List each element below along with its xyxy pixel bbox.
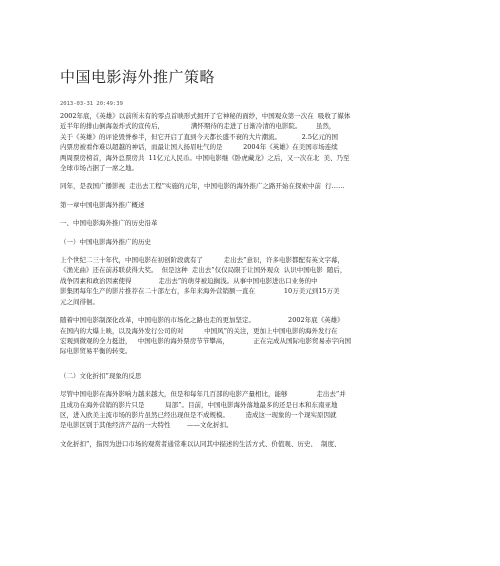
text-line: 且成功在海外营销的影片只是 局部”。目前，中国电影海外落地最多的还是日本和东南亚地 (60, 400, 338, 409)
heading-text: 一、中国电影海外推广的历史沿革 (60, 219, 158, 228)
heading-text: （二）文化折扣”现象的反思 (60, 371, 142, 380)
text-line: 宏观到微观的全力挺进， 中国电影的海外票房节节攀高， 正在完成从国际电影贸易赤字向国 (60, 336, 351, 345)
paragraph-6 (60, 439, 440, 449)
subsection-heading-2 (60, 371, 440, 381)
text-line: 内票房被看作难以超越的神话，而最让国人扬眉吐气的是 2004年《英雄》在美国市场连续 (60, 143, 338, 152)
paragraph-2 (60, 181, 440, 191)
text-line: 尽管中国电影在海外影响力越来越大，但是和每年几百部的电影产量相比，能够 走出去”并 (60, 390, 346, 399)
text-line: 同年，是我国广播影视 走出去工程”实施的元年，中国电影的海外推广之路开始在探索中前 行…… (60, 182, 345, 191)
section-heading (60, 218, 440, 228)
heading-text: 第一章中国电影海外推广概述 (60, 200, 145, 209)
text-line: 影集团每年生产的影片推荐在二十部左右，多年来海外营销额一直在 10万美元到15万美 (60, 287, 340, 296)
publish-date: 2013-03-31 20:49:39 (60, 101, 123, 107)
heading-text: （一）中国电影海外推广的历史 (60, 237, 151, 246)
intro-paragraph (60, 111, 440, 173)
text-line: 关于《英雄》的评论毁誉参半，但它开启了直到今天都长盛不衰的大片潮流。 2.5亿元的国 (60, 132, 338, 141)
paragraph-5 (60, 389, 440, 431)
paragraph-4 (60, 315, 440, 357)
paragraph-3 (60, 255, 440, 307)
text-line: 文化折扣”，指因为进口市场的观赏者通常难以认同其中描述的生活方式、价值观、历史、 制度、 (60, 439, 341, 448)
text-line: 《渔光曲》还在前苏联获得大奖。 但是这种 走出去”仅仅局限于让国外观众 认识中国电影 随后， (60, 266, 347, 275)
text-line: 元之间徘徊。 (60, 297, 99, 306)
chapter-heading (60, 200, 440, 210)
text-line: 际电影贸易平衡的转变。 (60, 347, 132, 356)
text-line: 2002年底，《英雄》以前所未有的零点首映形式拥开了它神秘的面纱，中国观众第一次在 吸收了媒体 (60, 112, 351, 120)
text-line: 在国内的大爆上映，以及海外发行公司的对 中国风”的关注，更加上中国电影的海外发行在 (60, 326, 338, 335)
text-line: 是电影区别于其他经济产品的一大特性 ——文化折扣。 (60, 421, 233, 430)
text-line: 两周票房榜首，海外总票房共 11亿元人民币。中国电影继《卧虎藏龙》之后，又一次在北 美、乃至 (60, 153, 350, 162)
text-line: 区，进入欧美主流市场的影片虽然已经出现但是不成规模。 造成这一现象的一个现实原因就 (60, 410, 337, 419)
subsection-heading (60, 237, 440, 247)
text-line: 全球市场占据了一席之地。 (60, 164, 138, 173)
text-line: 战争因素和政治因素使得 走出去”的萌芽被迫搁浅。从事中国电影进出口业务的中 (60, 276, 318, 285)
text-line: 近半年的排山倒海轰炸式的宣传后， 满怀期待的走进了日渐冷清的电影院。 虽然， (60, 122, 336, 131)
page-title: 中国电影海外推广策略 (60, 68, 216, 86)
text-line: 随着中国电影制深化改革，中国电影的市场化之路也走的更加坚定。 2002年底《英雄》 (60, 316, 344, 325)
text-line: 上个世纪二三十年代，中国电影在初创阶段就有了 走出去”意识，许多电影都配有英文字幕， (60, 256, 344, 265)
